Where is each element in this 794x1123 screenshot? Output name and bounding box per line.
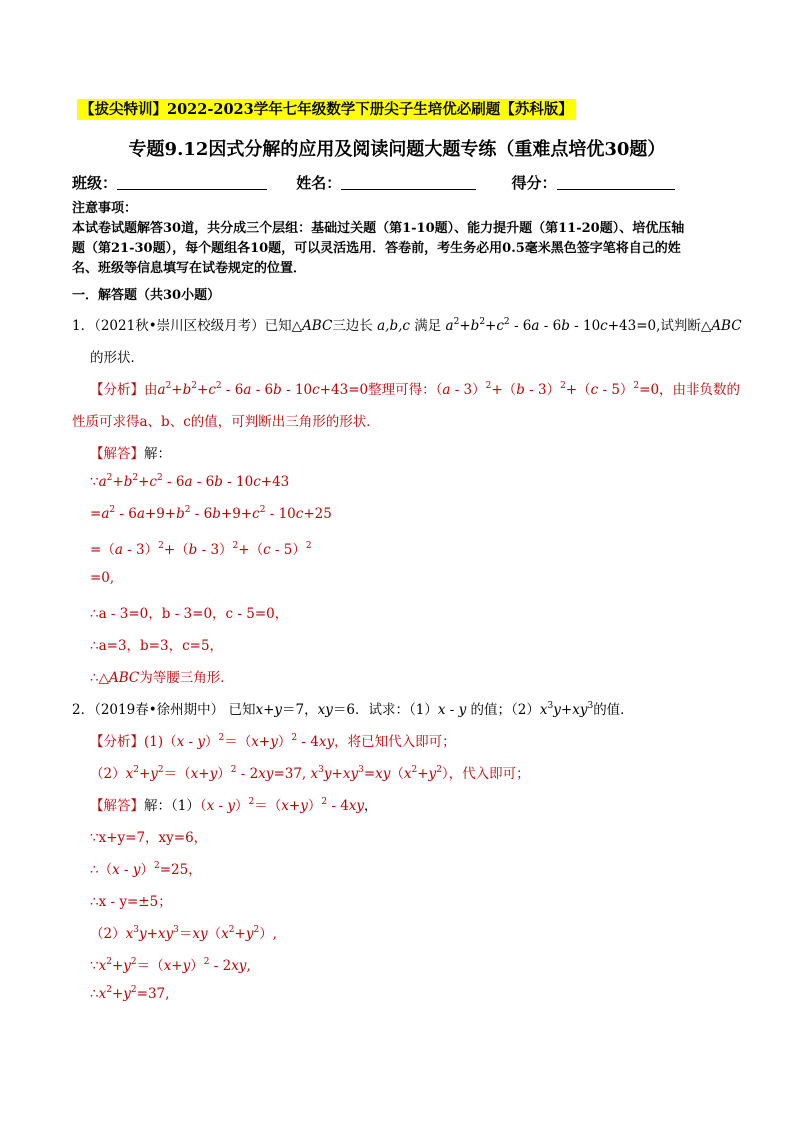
notice-heading: 注意事项： — [72, 201, 138, 216]
q1-step-3: =（a - 3）$^2$+（b - 3）$^2$+（c - 5）$^2$ — [90, 541, 312, 558]
section-heading: 一．解答题（共30小题） — [72, 288, 221, 303]
q1-step-2: $=a^2 - 6a+9+b^2 - 6b+9+c^2 - 10c+25$ — [90, 505, 332, 522]
q1-analysis: 【分析】由$a^2+b^2+c^2 - 6a - 6b - 10c+43=0$整理可得：（a - 3）$^2$+（b - 3）$^2$+（c - 5）$^2$=0，由非负数的 — [90, 381, 741, 398]
header-highlight: 【拔尖特训】2022-2023学年七年级数学下册尖子生培优必刷题【苏科版】 — [77, 99, 576, 120]
q1-stem: 1．（2021秋•崇川区校级月考）已知△ABC三边长 a,b,c 满足 $a^2+b^2+c^2 - 6a - 6b - 10c+43=0$,试判断△ABC — [72, 317, 742, 334]
q2-stem: 2．（2019春•徐州期中） 已知x+y＝7，xy＝6．试求：（1）x - y 的值；$(2)x^3y+xy^3$的值． — [72, 701, 634, 718]
score-label: 得分： — [511, 174, 557, 192]
q1-solution-tag: 【解答】解： — [90, 446, 171, 462]
score-blank[interactable] — [557, 173, 675, 190]
name-label: 姓名： — [296, 174, 342, 192]
q2-analysis-1: 【分析】$(1)(x - y)^2=(x+y)^2 - 4xy$，将已知代入即可； — [90, 733, 456, 750]
q1-step-5: ∴a - 3=0，b - 3=0，c - 5=0， — [90, 606, 289, 622]
q1-step-7: ∴△ABC为等腰三角形． — [90, 670, 234, 686]
page-title: 专题9.12因式分解的应用及阅读问题大题专练（重难点培优30题） — [128, 139, 666, 160]
name-blank[interactable] — [341, 173, 476, 190]
class-label: 班级： — [72, 174, 118, 192]
info-fields — [72, 172, 675, 193]
q1-step-1: $\because a^2+b^2+c^2 - 6a - 6b - 10c+43$ — [90, 473, 290, 490]
notice-line-1: 本试卷试题解答30道，共分成三个层组：基础过关题（第1-10题）、能力提升题（第11-20题）、培优压轴 — [72, 221, 685, 236]
q1-step-4: =0, — [90, 570, 115, 586]
q2-analysis-2: $(2)x^2+y^2=(x+y)^2 - 2xy=37$, $x^3y+xy^3=xy(x^2+y^2)$，代入即可； — [90, 765, 530, 782]
q1-stem-line2: 的形状． — [90, 350, 144, 366]
class-blank[interactable] — [117, 173, 267, 190]
q2-step-3: ∴（x - y）$^2$=25， — [90, 861, 202, 878]
q2-step-4: ∴x - y=±5； — [90, 894, 172, 910]
q1-analysis-line2: 性质可求得a、b、c的值，可判断出三角形的形状． — [72, 414, 380, 430]
notice-line-3: 名、班级等信息填写在试卷规定的位置． — [72, 261, 307, 276]
q2-solution-1: 【解答】解：$(1)(x - y)^2=(x+y)^2 - 4xy$， — [90, 797, 378, 814]
q2-step-6: $\because x^2+y^2=(x+y)^2 - 2xy$, — [90, 957, 251, 974]
notice-line-2: 题（第21-30题），每个题组各10题，可以灵活选用．答卷前，考生务必用0.5毫米黑色签字笔将自己的姓 — [72, 241, 681, 256]
q2-step-5: $(2)x^3y+xy^3=xy(x^2+y^2)$, — [90, 925, 277, 942]
q2-step-2: ∵x+y=7，xy=6， — [90, 830, 208, 846]
q1-step-6: ∴a=3，b=3，c=5， — [90, 638, 224, 654]
q2-step-7: $\therefore x^2+y^2=37$, — [90, 985, 170, 1002]
